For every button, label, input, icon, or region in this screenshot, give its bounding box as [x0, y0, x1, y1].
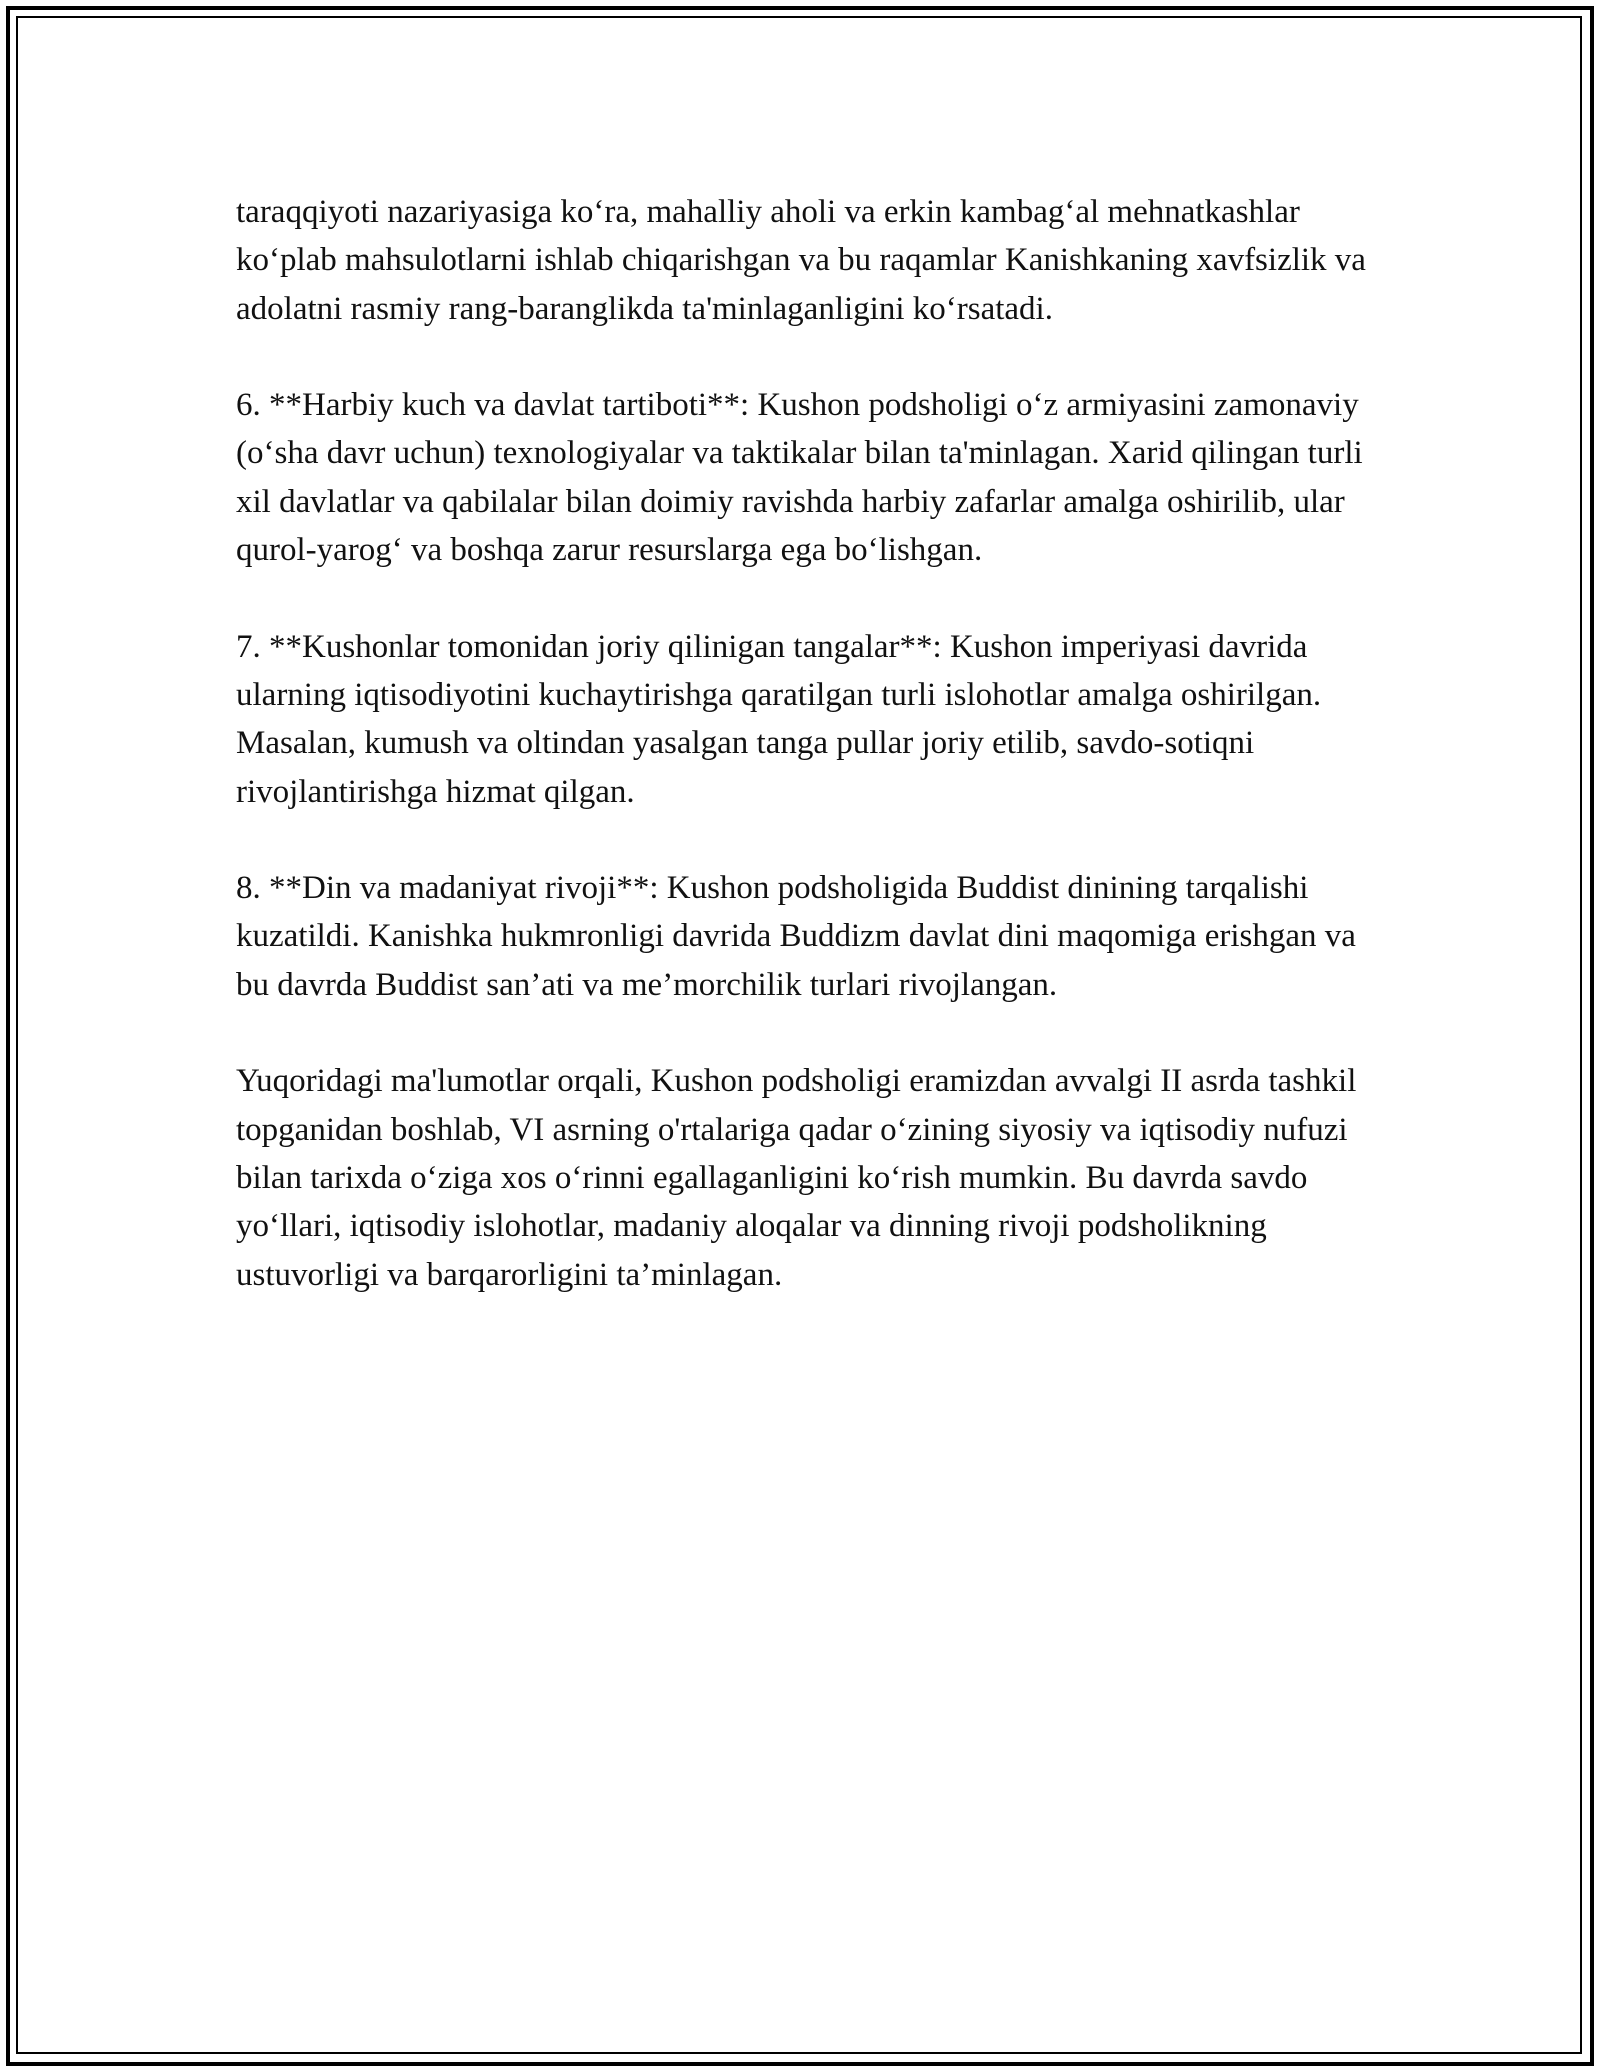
paragraph-item-7: 7. **Kushonlar tomonidan joriy qilinigan tangalar**: Kushon imperiyasi davrida ularning iqtisodiyotini kuchaytirishga qaratilgan turli islohotlar amalga oshirilgan. Masalan, kumush va oltindan yasalgan tanga pullar joriy etilib, savdo-sotiqni rivojlantirishga hizmat qilgan.: [236, 628, 1322, 810]
paragraph-continuation: taraqqiyoti nazariyasiga ko‘ra, mahalliy aholi va erkin kambag‘al mehnatkashlar ko‘plab mahsulotlarni ishlab chiqarishgan va bu raqamlar Kanishkaning xavfsizlik va adolatni rasmiy rang-baranglikda ta'minlaganligini ko‘rsatadi.: [236, 194, 1366, 327]
paragraph-conclusion: Yuqoridagi ma'lumotlar orqali, Kushon podsholigi eramizdan avvalgi II asrda tashkil topganidan boshlab, VI asrning o'rtalariga qadar o‘zining siyosiy va iqtisodiy nufuzi bilan tarixda o‘ziga xos o‘rinni egallaganligini ko‘rish mumkin. Bu davrda savdo yo‘llari, iqtisodiy islohotlar, madaniy aloqalar va dinning rivoji podsholikning ustuvorligi va barqarorligini ta’minlagan.: [236, 1063, 1357, 1293]
document-body: [236, 188, 1376, 1299]
paragraph-item-6: 6. **Harbiy kuch va davlat tartiboti**: Kushon podsholigi o‘z armiyasini zamonaviy (o‘sha davr uchun) texnologiyalar va taktikalar bilan ta'minlagan. Xarid qilingan turli xil davlatlar va qabilalar bilan doimiy ravishda harbiy zafarlar amalga oshirilib, ular qurol-yarog‘ va boshqa zarur resurslarga ega bo‘lishgan.: [236, 387, 1363, 569]
paragraph-item-8: 8. **Din va madaniyat rivoji**: Kushon podsholigida Buddist dinining tarqalishi kuzatildi. Kanishka hukmronligi davrida Buddizm davlat dini maqomiga erishgan va bu davrda Buddist san’ati va me’morchilik turlari rivojlangan.: [236, 870, 1356, 1003]
